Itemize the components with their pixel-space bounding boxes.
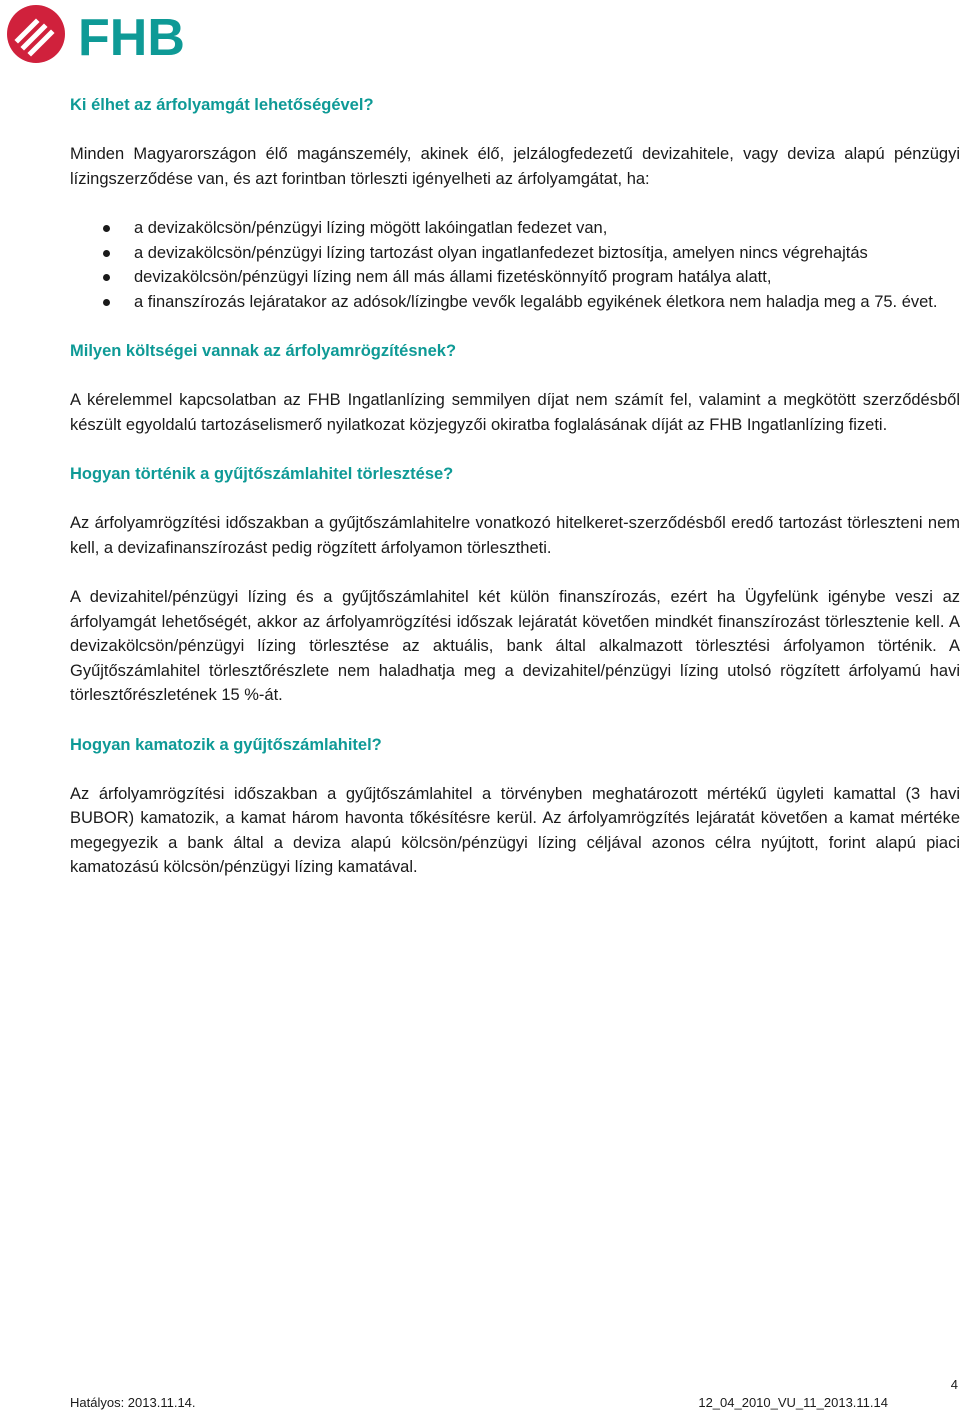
list-item: devizakölcsön/pénzügyi lízing nem áll más állami fizetéskönnyítő program hatálya alatt, (70, 265, 960, 290)
footer-document-code: 12_04_2010_VU_11_2013.11.14 (698, 1395, 888, 1410)
section-heading: Ki élhet az árfolyamgát lehetőségével? (70, 96, 374, 114)
list-item: a devizakölcsön/pénzügyi lízing tartozást olyan ingatlanfedezet biztosítja, amelyen nincs végrehajtás (70, 241, 960, 266)
paragraph: Az árfolyamrögzítési időszakban a gyűjtőszámlahitel a törvényben meghatározott mértékű ügyleti kamattal (3 havi BUBOR) kamatozik, a kamat három havonta tőkésítésre kerül. Az árfolyamrögzítés lejáratát követően a kamat mértéke megegyezik a bank által a deviza alapú kölcsön/pénzügyi lízing céljával azonos célra nyújtott, forint alapú piaci kamatozású kölcsön/pénzügyi lízing kamatával. (70, 784, 960, 876)
list-item: a finanszírozás lejáratakor az adósok/lízingbe vevők legalább egyikének életkora nem haladja meg a 75. évet. (70, 290, 960, 315)
bullet-icon (103, 225, 110, 232)
document-body (70, 93, 960, 905)
section-heading: Milyen költségei vannak az árfolyamrögzítésnek? (70, 342, 457, 360)
bullet-icon (103, 250, 110, 257)
bullet-icon (103, 274, 110, 281)
paragraph: A devizahitel/pénzügyi lízing és a gyűjtőszámlahitel két külön finanszírozás, ezért ha Ügyfelünk igénybe veszi az árfolyamgát lehetőségét, akkor az árfolyamrögzítési időszak lejáratát követően mindkét finanszírozást törlesztenie kell. A devizakölcsön/pénzügyi lízing törlesztése az aktuális, bank által alkalmazott törlesztési árfolyamon történik. A Gyűjtőszámlahitel törlesztőrészlete nem haladhatja meg a devizahitel/pénzügyi lízing utolsó rögzített árfolyamú havi törlesztőrészletének 15 %-át. (70, 588, 960, 704)
page-number: 4 (950, 1377, 958, 1392)
logo-text: FHB (78, 9, 185, 64)
section-heading: Hogyan kamatozik a gyűjtőszámlahitel? (70, 735, 382, 754)
paragraph: Minden Magyarországon élő magánszemély, akinek élő, jelzálogfedezetű devizahitele, vagy deviza alapú pénzügyi lízingszerződése van, és azt forintban törleszti igényelheti az árfolyamgátat, ha: (70, 145, 960, 188)
bullet-icon (103, 299, 110, 306)
paragraph: A kérelemmel kapcsolatban az FHB Ingatlanlízing semmilyen díjat nem számít fel, valamint a megkötött szerződésből készült egyoldalú tartozáselismerő nyilatkozat közjegyzői okiratba foglalásának díját az FHB Ingatlanlízing fizeti. (70, 391, 960, 434)
list-item: a devizakölcsön/pénzügyi lízing mögött lakóingatlan fedezet van, (70, 216, 960, 241)
section-heading: Hogyan történik a gyűjtőszámlahitel törlesztése? (70, 465, 454, 483)
eligibility-list (70, 216, 960, 314)
fhb-logo (6, 4, 196, 64)
footer-effective-date: Hatályos: 2013.11.14. (70, 1395, 196, 1410)
paragraph: Az árfolyamrögzítési időszakban a gyűjtőszámlahitelre vonatkozó hitelkeret-szerződésből eredő tartozást törleszteni nem kell, a devizafinanszírozást pedig rögzített árfolyamon törlesztheti. (70, 514, 960, 557)
